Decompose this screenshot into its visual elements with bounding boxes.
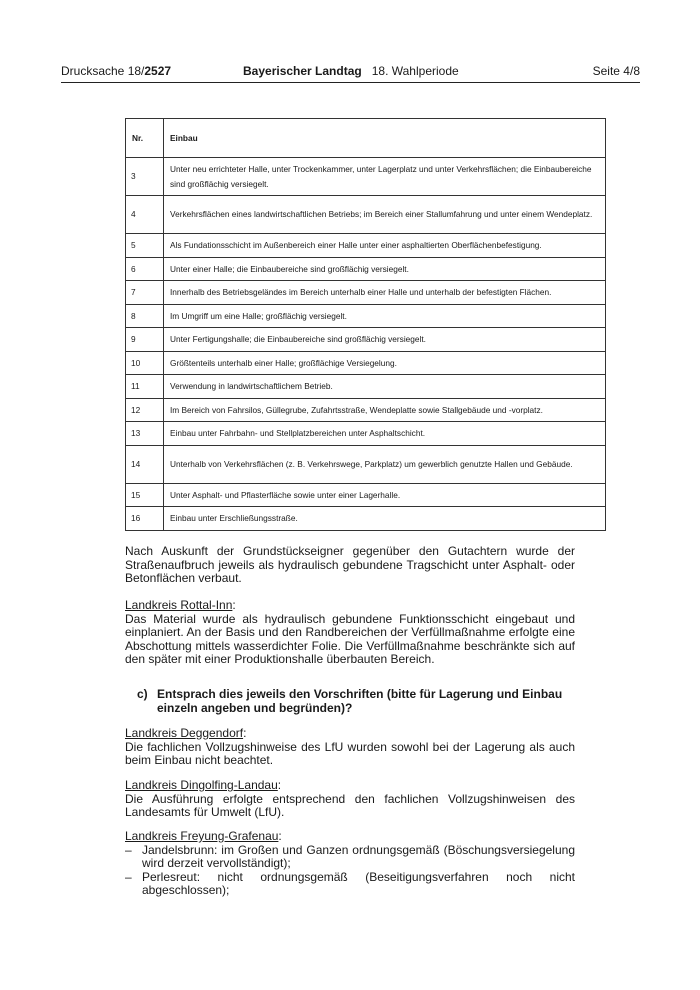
row-number: 8	[126, 304, 164, 328]
row-number: 3	[126, 158, 164, 196]
row-number: 9	[126, 328, 164, 352]
paragraph-auskunft: Nach Auskunft der Grundstückseigner gegenüber den Gutachtern wurde der Straßenaufbruch jeweils als hydraulisch gebundene Tragschicht unter Asphalt- oder Betonflächen verbaut.	[125, 544, 575, 585]
landtag-label: Bayerischer Landtag 18. Wahlperiode	[243, 64, 459, 78]
table-row	[126, 304, 606, 328]
table-row	[126, 234, 606, 258]
row-number: 12	[126, 398, 164, 422]
section-heading-rottal: Landkreis Rottal-Inn	[125, 598, 233, 612]
row-number: 15	[126, 483, 164, 507]
section-deggendorf: Landkreis Deggendorf: Die fachlichen Vollzugshinweise des LfU wurden sowohl bei der Lagerung als auch beim Einbau nicht beachtet.	[125, 726, 575, 767]
row-einbau-text: Unterhalb von Verkehrsflächen (z. B. Verkehrswege, Parkplatz) um gewerblich genutzte Hallen und Gebäude.	[164, 445, 606, 483]
section-heading-dingolfing: Landkreis Dingolfing-Landau	[125, 778, 278, 792]
row-einbau-text: Einbau unter Erschließungsstraße.	[164, 507, 606, 531]
table-row	[126, 422, 606, 446]
row-number: 5	[126, 234, 164, 258]
section-freyung: Landkreis Freyung-Grafenau: – Jandelsbrunn: im Großen und Ganzen ordnungsgemäß (Böschungsversiegelung wird derzeit vervollständigt); – Perlesreut: nicht ordnungsgemäß (Beseitigungsverfahren noch nicht abgeschlossen);	[125, 830, 575, 898]
row-number: 11	[126, 375, 164, 399]
question-text: Entsprach dies jeweils den Vorschriften (bitte für Lagerung und Einbau einzeln angeben und begründen)?	[157, 687, 563, 715]
page-number: Seite 4/8	[592, 64, 640, 78]
table-row	[126, 196, 606, 234]
row-number: 13	[126, 422, 164, 446]
row-einbau-text: Unter neu errichteter Halle, unter Trockenkammer, unter Lagerplatz und unter Verkehrsflächen; die Einbaubereiche sind großflächig versiegelt.	[164, 158, 606, 196]
row-number: 6	[126, 257, 164, 281]
table-row	[126, 257, 606, 281]
table-row	[126, 507, 606, 531]
question-label: c)	[137, 687, 148, 701]
section-text-deggendorf: Die fachlichen Vollzugshinweise des LfU wurden sowohl bei der Lagerung als auch beim Einbau nicht beachtet.	[125, 739, 575, 767]
section-text-dingolfing: Die Ausführung erfolgte entsprechend den fachlichen Vollzugshinweisen des Landesamts für Umwelt (LfU).	[125, 791, 575, 819]
section-heading-deggendorf: Landkreis Deggendorf	[125, 726, 244, 740]
table-row	[126, 483, 606, 507]
drucksache-label: Drucksache 18/2527	[61, 64, 172, 78]
table-row	[126, 445, 606, 483]
row-number: 14	[126, 445, 164, 483]
table-row	[126, 398, 606, 422]
section-heading-freyung: Landkreis Freyung-Grafenau	[125, 829, 279, 843]
list-item: – Jandelsbrunn: im Großen und Ganzen ordnungsgemäß (Böschungsversiegelung wird derzeit vervollständigt);	[125, 844, 575, 871]
row-einbau-text: Verkehrsflächen eines landwirtschaftlichen Betriebs; im Bereich einer Stallumfahrung und unter einem Wendeplatz.	[164, 196, 606, 234]
row-number: 4	[126, 196, 164, 234]
row-einbau-text: Größtenteils unterhalb einer Halle; großflächige Versiegelung.	[164, 351, 606, 375]
column-header-nr: Nr.	[126, 119, 164, 158]
table-row	[126, 158, 606, 196]
table-row	[126, 375, 606, 399]
row-einbau-text: Als Fundationsschicht im Außenbereich einer Halle unter einer asphaltierten Oberflächenbefestigung.	[164, 234, 606, 258]
table-row	[126, 281, 606, 305]
column-header-einbau: Einbau	[164, 119, 606, 158]
row-einbau-text: Einbau unter Fahrbahn- und Stellplatzbereichen unter Asphaltschicht.	[164, 422, 606, 446]
section-rottal-inn: Landkreis Rottal-Inn: Das Material wurde als hydraulisch gebundene Funktionsschicht eingebaut und einplaniert. An der Basis und den Randbereichen der Verfüllmaßnahme erfolgte eine Abschottung mittels wasserdichter Folie. Die Verfüllmaßnahme beschränkte sich auf den später mit einer Produktionshalle überbauten Bereich.	[125, 598, 575, 666]
row-einbau-text: Verwendung in landwirtschaftlichem Betrieb.	[164, 375, 606, 399]
einbau-table	[125, 118, 606, 531]
list-item: – Perlesreut: nicht ordnungsgemäß (Beseitigungsverfahren noch nicht abgeschlossen);	[125, 871, 575, 898]
row-einbau-text: Unter Asphalt- und Pflasterfläche sowie unter einer Lagerhalle.	[164, 483, 606, 507]
row-number: 7	[126, 281, 164, 305]
freyung-list	[125, 844, 575, 898]
row-einbau-text: Innerhalb des Betriebsgeländes im Bereich unterhalb einer Halle und unterhalb der befestigten Flächen.	[164, 281, 606, 305]
row-einbau-text: Im Umgriff um eine Halle; großflächig versiegelt.	[164, 304, 606, 328]
row-einbau-text: Unter einer Halle; die Einbaubereiche sind großflächig versiegelt.	[164, 257, 606, 281]
section-text-rottal: Das Material wurde als hydraulisch gebundene Funktionsschicht eingebaut und einplaniert. An der Basis und den Randbereichen der Verfüllmaßnahme erfolgte eine Abschottung mittels wasserdichter Folie. Die Verfüllmaßnahme beschränkte sich auf den später mit einer Produktionshalle überbauten Bereich.	[125, 611, 575, 666]
section-dingolfing: Landkreis Dingolfing-Landau: Die Ausführung erfolgte entsprechend den fachlichen Vollzugshinweisen des Landesamts für Umwelt (LfU).	[125, 778, 575, 819]
table-row	[126, 328, 606, 352]
table-row	[126, 351, 606, 375]
row-einbau-text: Unter Fertigungshalle; die Einbaubereiche sind großflächig versiegelt.	[164, 328, 606, 352]
question-c	[137, 687, 577, 715]
row-einbau-text: Im Bereich von Fahrsilos, Güllegrube, Zufahrtsstraße, Wendeplatte sowie Stallgebäude und -vorplatz.	[164, 398, 606, 422]
row-number: 10	[126, 351, 164, 375]
page-header	[61, 64, 640, 83]
table-header-row	[126, 119, 606, 158]
row-number: 16	[126, 507, 164, 531]
